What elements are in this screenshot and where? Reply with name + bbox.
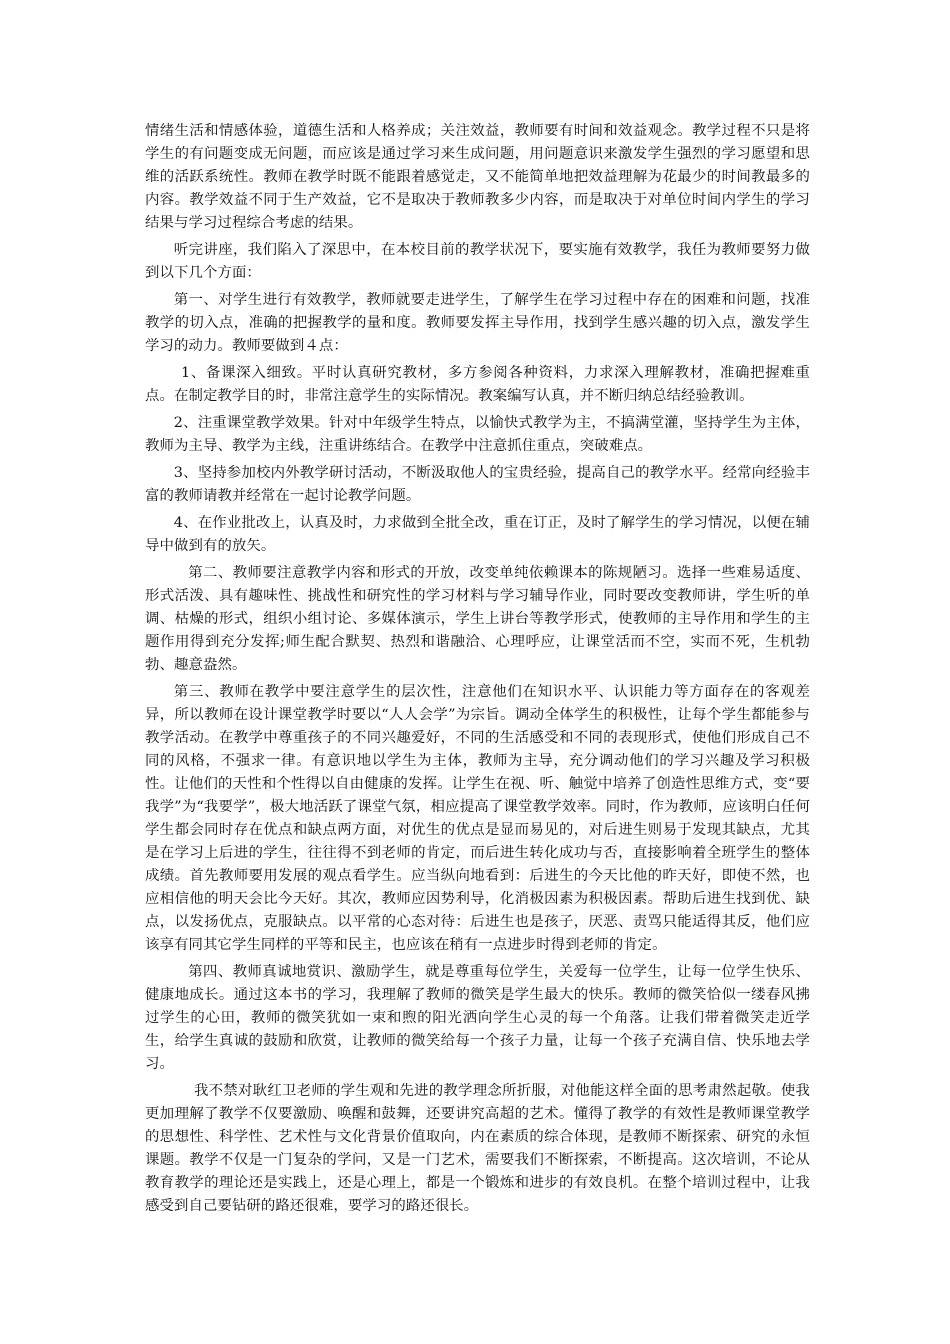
list-item-2: 2、注重课堂教学效果。针对中年级学生特点，以愉快式教学为主，不搞满堂灌，坚持学生为主体，教师为主导、教学为主线，注重讲练结合。在教学中注意抓住重点，突破难点。: [145, 415, 810, 454]
paragraph-intro: 听完讲座，我们陷入了深思中，在本校目前的教学状况下，要实施有效教学，我任为教师要努力做到以下几个方面：: [145, 242, 810, 281]
paragraph-point-two: 第二、教师要注意教学内容和形式的开放，改变单纯依赖课本的陈规陋习。选择一些难易适度、形式活泼、具有趣味性、挑战性和研究性的学习材料与学习辅导作业，同时要改变教师讲，学生听的单调、枯燥的形式，组织小组讨论、多媒体演示，学生上讲台等教学形式，使教师的主导作用和学生的主题作用得到充分发挥;师生配合默契、热烈和谐融洽、心理呼应，让课堂活而不空，实而不死，生机勃勃、趣意盎然。: [145, 565, 810, 673]
list-item-4: 4、在作业批改上，认真及时，力求做到全批全改，重在订正，及时了解学生的学习情况，以便在辅导中做到有的放矢。: [145, 515, 810, 554]
paragraph-point-four: 第四、教师真诚地赏识、激励学生，就是尊重每位学生，关爱每一位学生，让每一位学生快乐、健康地成长。通过这本书的学习，我理解了教师的微笑是学生最大的快乐。教师的微笑恰似一缕春风拂过学生的心田，教师的微笑犹如一束和煦的阳光洒向学生心灵的每一个角落。让我们带着微笑走近学生，给学生真诚的鼓励和欣赏，让教师的微笑给每一个孩子力量，让每一个孩子充满自信、快乐地去学习。: [145, 964, 810, 1072]
list-item-3: 3、坚持参加校内外教学研讨活动，不断汲取他人的宝贵经验，提高自己的教学水平。经常向经验丰富的教师请教并经常在一起讨论教学问题。: [145, 465, 810, 504]
document-body: [145, 120, 810, 1218]
paragraph-conclusion: 我不禁对耿红卫老师的学生观和先进的教学理念所折服，对他能这样全面的思考肃然起敬。使我更加理解了教学不仅要激励、唤醒和鼓舞，还要讲究高超的艺术。懂得了教学的有效性是教师课堂教学的思想性、科学性、艺术性与文化背景价值取向，内在素质的综合体现，是教师不断探索、研究的永恒课题。教学不仅是一门复杂的学问，又是一门艺术，需要我们不断探索，不断提高。这次培训，不论从教育教学的理论还是实践上，还是心理上，都是一个锻炼和进步的有效良机。在整个培训过程中，让我感受到自己要钻研的路还很难，要学习的路还很长。: [145, 1083, 810, 1214]
paragraph-continuation: 情绪生活和情感体验，道德生活和人格养成；关注效益，教师要有时间和效益观念。教学过程不只是将学生的有问题变成无问题，而应该是通过学习来生成问题，用问题意识来激发学生强烈的学习愿望和思维的活跃系统性。教师在教学时既不能跟着感觉走，又不能简单地把效益理解为花最少的时间教最多的内容。教学效益不同于生产效益，它不是取决于教师教多少内容，而是取决于对单位时间内学生的学习结果与学习过程综合考虑的结果。: [145, 123, 810, 231]
list-item-1: 1、备课深入细致。平时认真研究教材，多方参阅各种资料，力求深入理解教材，准确把握难重点。在制定教学目的时，非常注意学生的实际情况。教案编写认真，并不断归纳总结经验教训。: [145, 365, 810, 404]
paragraph-point-three: 第三、教师在教学中要注意学生的层次性，注意他们在知识水平、认识能力等方面存在的客观差异，所以教师在设计课堂教学时要以“人人会学”为宗旨。调动全体学生的积极性，让每个学生都能参与教学活动。在教学中尊重孩子的不同兴趣爱好，不同的生活感受和不同的表现形式，使他们形成自己不同的风格，不强求一律。有意识地以学生为主体，教师为主导，充分调动他们的学习兴趣及学习积极性。让他们的天性和个性得以自由健康的发挥。让学生在视、听、触觉中培养了创造性思维方式，变“要我学”为“我要学”，极大地活跃了课堂气氛，相应提高了课堂教学效率。同时，作为教师，应该明白任何学生都会同时存在优点和缺点两方面，对优生的优点是显而易见的，对后进生则易于发现其缺点，尤其是在学习上后进的学生，往往得不到老师的肯定，而后进生转化成功与否，直接影响着全班学生的整体成绩。首先教师要用发展的观点看学生。应当纵向地看到：后进生的今天比他的昨天好，即使不然，也应相信他的明天会比今天好。其次，教师应因势利导，化消极因素为积极因素。帮助后进生找到优、缺点，以发扬优点，克服缺点。以平常的心态对待：后进生也是孩子，厌恶、责骂只能适得其反，他们应该享有同其它学生同样的平等和民主，也应该在稍有一点进步时得到老师的肯定。: [145, 684, 810, 953]
paragraph-point-one: 第一、对学生进行有效教学，教师就要走进学生，了解学生在学习过程中存在的困难和问题，找准教学的切入点，准确的把握教学的量和度。教师要发挥主导作用，找到学生感兴趣的切入点，激发学生学习的动力。教师要做到４点：: [145, 292, 810, 354]
